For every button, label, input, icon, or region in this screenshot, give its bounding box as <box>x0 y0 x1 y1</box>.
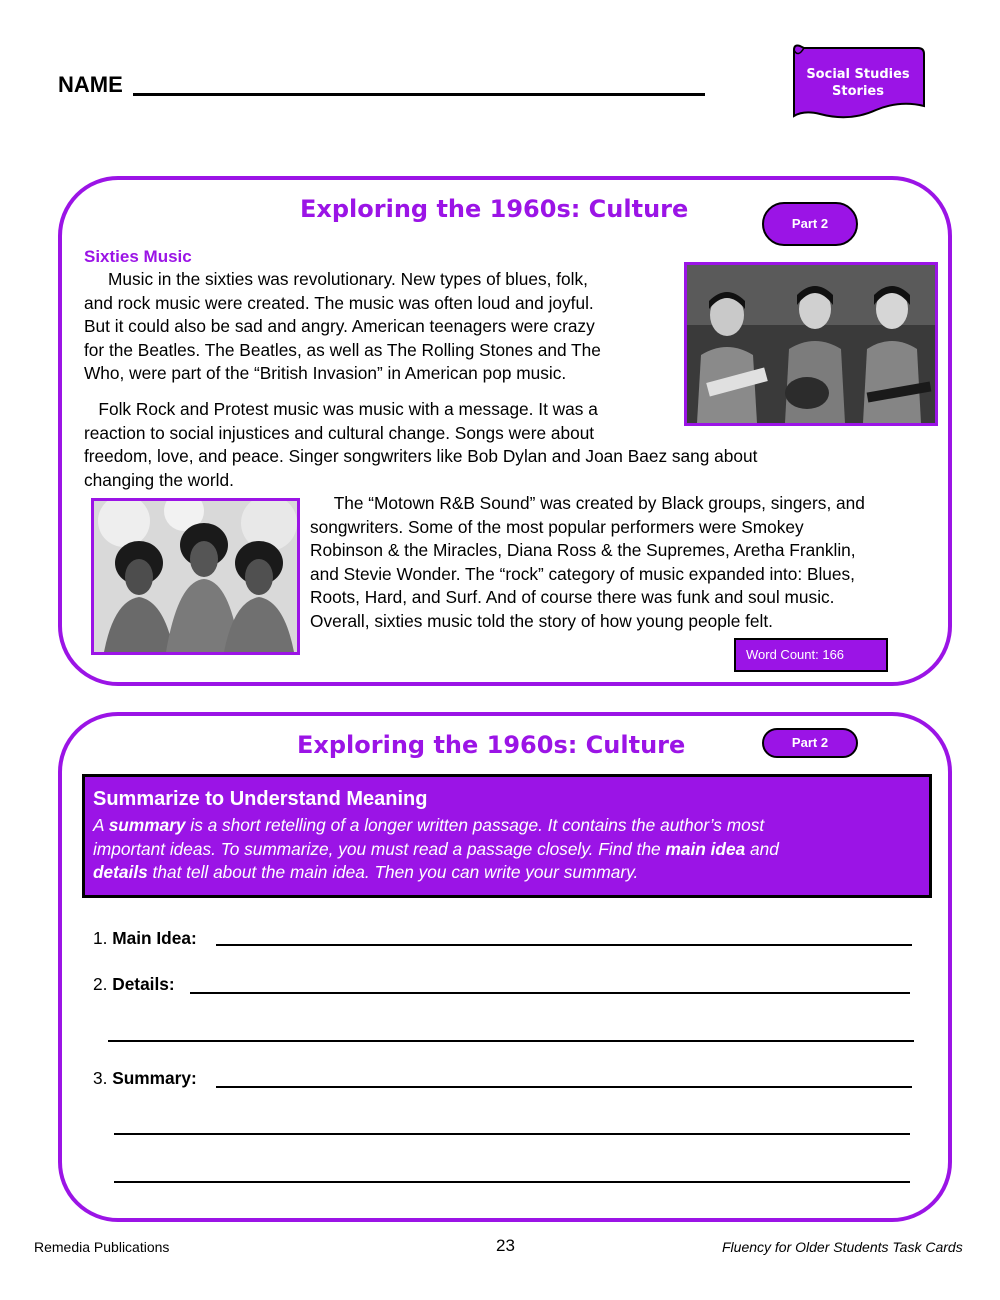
details-answer-line[interactable] <box>190 992 910 994</box>
keyword-main-idea: main idea <box>665 838 746 859</box>
summary-answer-line-2[interactable] <box>114 1133 910 1135</box>
question-number: 3. <box>93 1068 113 1088</box>
word-count-badge: Word Count: 166 <box>734 638 888 672</box>
part-badge: Part 2 <box>762 202 858 246</box>
banner-line-2: Stories <box>832 84 884 99</box>
text-line: The “Motown R&B Sound” was created by Black groups, singers, and <box>310 493 865 513</box>
text-run: is a short retelling of a longer written passage. It contains the author’s most <box>185 815 765 835</box>
text-line: and Stevie Wonder. The “rock” category of music expanded into: Blues, <box>310 563 855 584</box>
part-badge: Part 2 <box>762 728 858 758</box>
paragraph-1 <box>84 268 674 386</box>
text-line: changing the world. <box>84 469 234 490</box>
footer-publisher: Remedia Publications <box>34 1239 170 1255</box>
summary-card-title: Exploring the 1960s: Culture <box>297 731 686 759</box>
question-label: Summary: <box>112 1068 197 1088</box>
banner-line-1: Social Studies <box>806 67 910 82</box>
text-line: Folk Rock and Protest music was music with a message. It was a <box>84 399 598 419</box>
question-summary <box>93 1068 197 1089</box>
footer-series: Fluency for Older Students Task Cards <box>722 1239 963 1255</box>
text-run: A <box>93 815 109 835</box>
summary-instructions-text <box>93 814 923 885</box>
question-label: Details: <box>112 974 175 994</box>
details-answer-line-2[interactable] <box>108 1040 914 1042</box>
main-idea-answer-line[interactable] <box>216 944 912 946</box>
supremes-photo-graphic <box>94 501 297 652</box>
text-run: important ideas. To summarize, you must read a passage closely. Find the <box>93 838 666 859</box>
text-line: Roots, Hard, and Surf. And of course there was funk and soul music. <box>310 587 835 607</box>
question-label: Main Idea: <box>112 928 197 948</box>
paragraph-3 <box>310 492 946 633</box>
instruction-line-3 <box>93 861 923 885</box>
question-number: 1. <box>93 928 113 948</box>
text-line: Music in the sixties was revolutionary. New types of blues, folk, <box>84 269 588 289</box>
text-line: Robinson & the Miracles, Diana Ross & the Supremes, Aretha Franklin, <box>310 540 856 560</box>
text-run: and <box>745 838 779 859</box>
summary-instructions-title: Summarize to Understand Meaning <box>93 788 428 810</box>
section-subheading: Sixties Music <box>84 247 192 266</box>
summary-answer-line-3[interactable] <box>114 1181 910 1183</box>
text-line: freedom, love, and peace. Singer songwriters like Bob Dylan and Joan Baez sang about <box>84 446 758 466</box>
instruction-line-2 <box>93 838 923 862</box>
question-details <box>93 974 175 995</box>
supremes-photo <box>91 498 300 655</box>
name-write-line[interactable] <box>133 93 705 96</box>
keyword-summary: summary <box>108 815 186 835</box>
summary-answer-line[interactable] <box>216 1086 912 1088</box>
text-run: that tell about the main idea. Then you can write your summary. <box>147 862 639 882</box>
text-line: songwriters. Some of the most popular performers were Smokey <box>310 516 804 537</box>
instruction-line-1 <box>93 814 923 838</box>
text-line: and rock music were created. The music was often loud and joyful. <box>84 292 594 313</box>
beatles-photo-graphic <box>687 265 935 423</box>
text-line: But it could also be sad and angry. American teenagers were crazy <box>84 316 595 336</box>
footer-page-number: 23 <box>496 1236 515 1255</box>
reading-card-title: Exploring the 1960s: Culture <box>300 195 689 223</box>
text-line: Who, were part of the “British Invasion” in American pop music. <box>84 363 567 383</box>
beatles-photo <box>684 262 938 426</box>
keyword-details: details <box>93 862 148 882</box>
banner-text <box>790 66 926 100</box>
question-main-idea <box>93 928 197 949</box>
text-line: for the Beatles. The Beatles, as well as The Rolling Stones and The <box>84 339 601 360</box>
text-line: reaction to social injustices and cultural change. Songs were about <box>84 422 595 443</box>
text-line: Overall, sixties music told the story of how young people felt. <box>310 610 773 631</box>
question-number: 2. <box>93 974 113 994</box>
name-label: NAME <box>58 72 123 97</box>
